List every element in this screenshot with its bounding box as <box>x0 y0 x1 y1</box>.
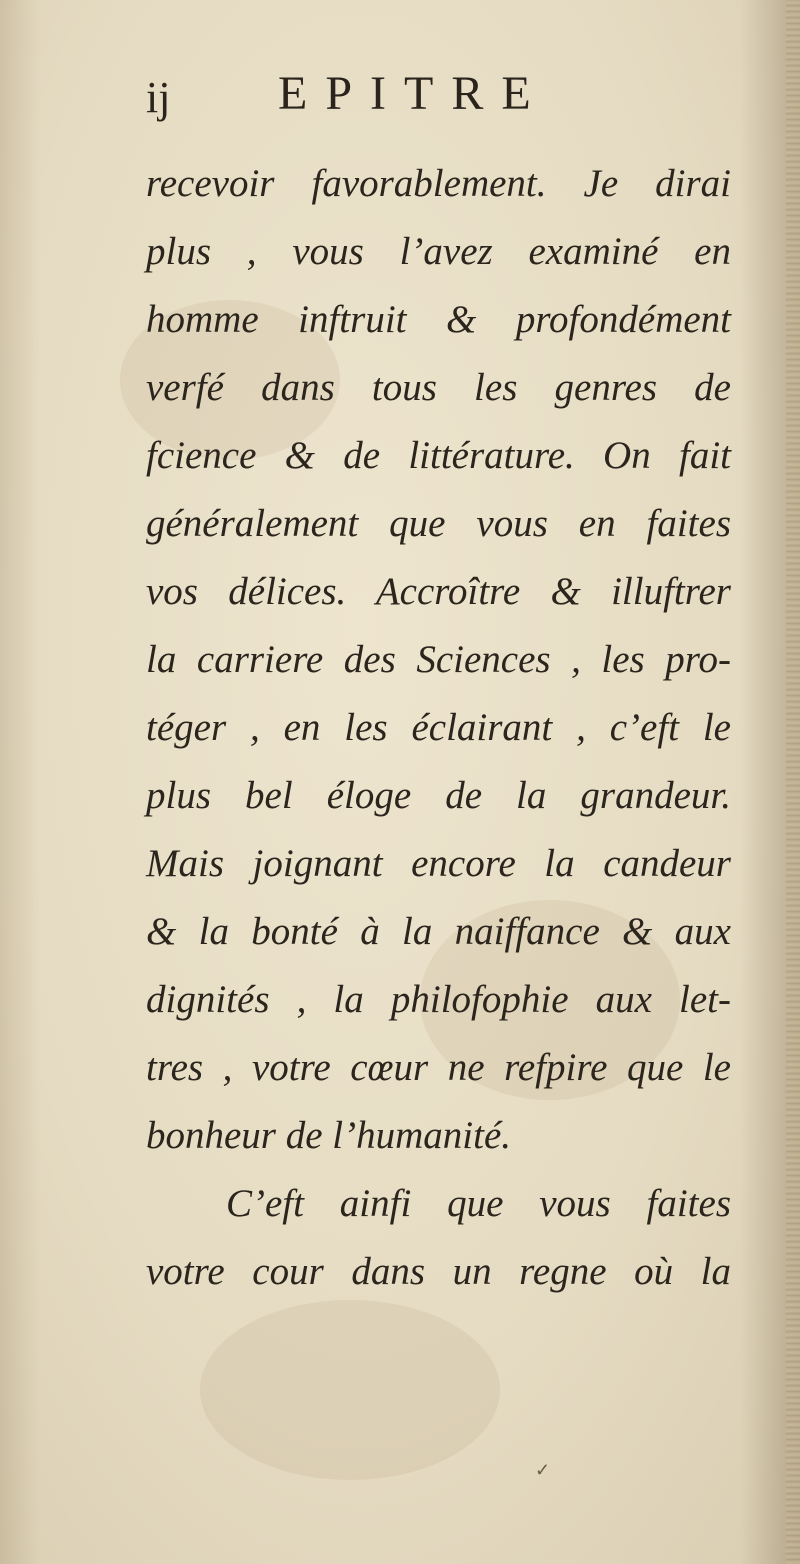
text-line-indented: C’eft ainfi que vous faites <box>226 1182 731 1225</box>
text-line: la carriere des Sciences , les pro- <box>146 638 731 681</box>
text-line: dignités , la philofophie aux let- <box>146 978 731 1021</box>
text-line: bonheur de l’humanité. <box>146 1114 512 1157</box>
text-line: téger , en les éclairant , c’eft le <box>146 706 731 749</box>
text-line: plus , vous l’avez examiné en <box>146 230 731 273</box>
text-line: tres , votre cœur ne refpire que le <box>146 1046 731 1089</box>
text-line: & la bonté à la naiffance & aux <box>146 910 731 953</box>
text-line: verfé dans tous les genres de <box>146 366 731 409</box>
text-line: homme inftruit & profondément <box>146 298 731 341</box>
page-header <box>146 66 746 136</box>
body-text <box>146 150 746 1306</box>
page-number: ij <box>146 73 171 122</box>
ink-mark: ✓ <box>535 1460 551 1481</box>
running-title: EPITRE <box>278 67 549 120</box>
text-line: vos délices. Accroître & illuftrer <box>146 570 731 613</box>
paper-stain <box>200 1300 500 1480</box>
text-line: plus bel éloge de la grandeur. <box>146 774 731 817</box>
text-line: Mais joignant encore la candeur <box>146 842 731 885</box>
text-line: fcience & de littérature. On fait <box>146 434 731 477</box>
text-line: généralement que vous en faites <box>146 502 731 545</box>
text-line: votre cour dans un regne où la <box>146 1250 731 1293</box>
text-line: recevoir favorablement. Je dirai <box>146 162 731 205</box>
page-edge <box>786 0 800 1564</box>
